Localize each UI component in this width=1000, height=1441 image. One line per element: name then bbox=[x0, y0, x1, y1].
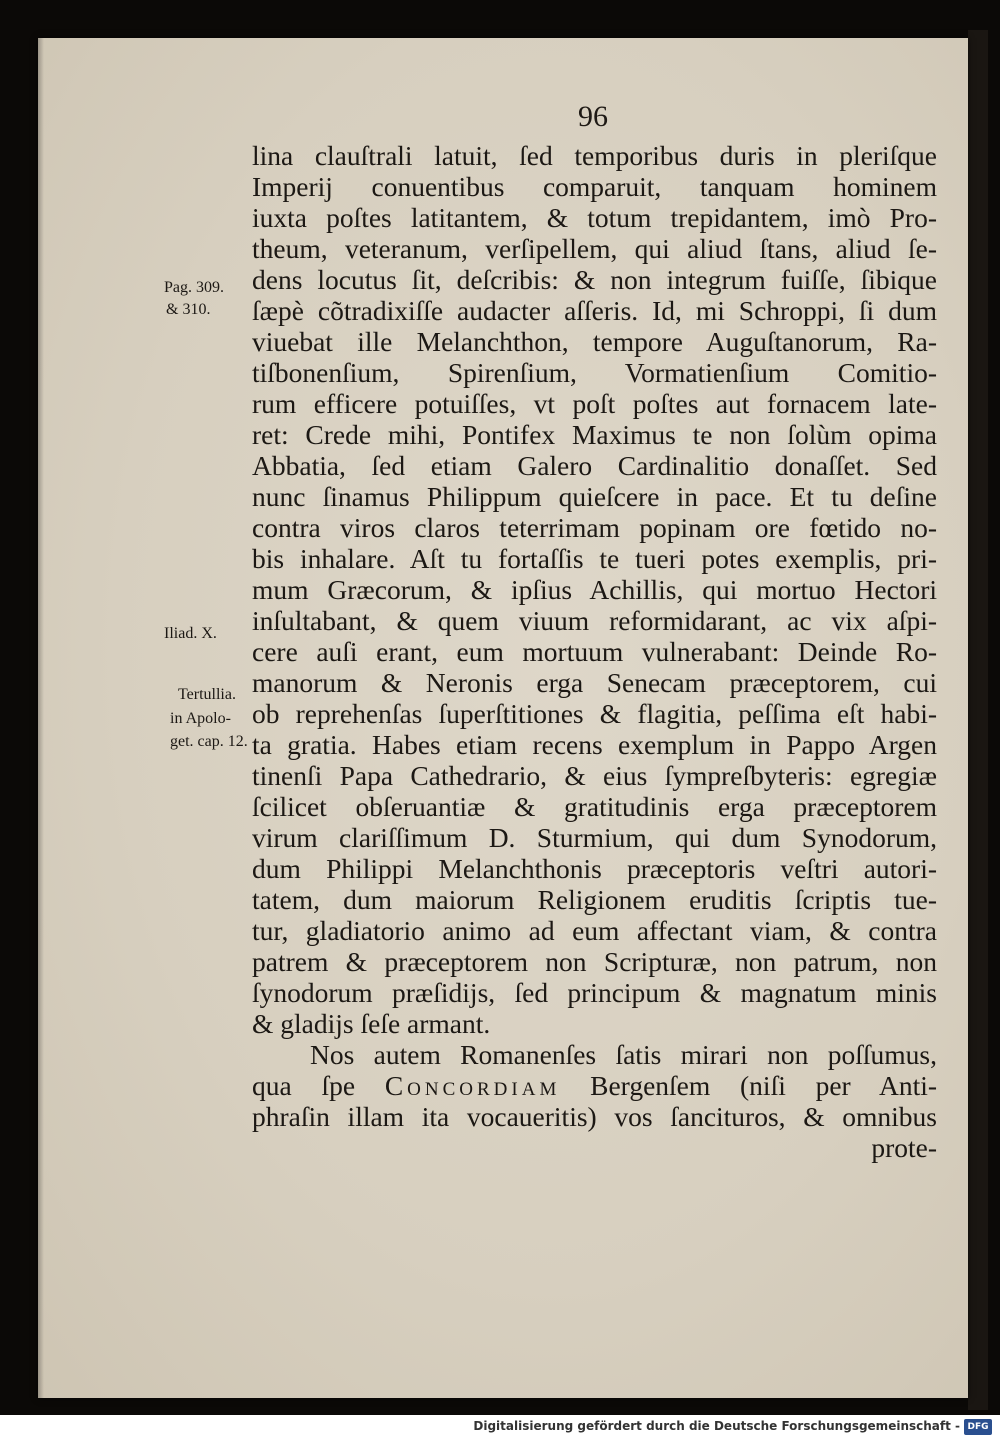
funding-credit: Digitalisierung gefördert durch die Deutsche Forschungsgemeinschaft - bbox=[473, 1419, 960, 1433]
text-line: & gladijs ſeſe armant. bbox=[252, 1008, 491, 1039]
text-line: ret: Crede mihi, Pontifex Maximus te non ſolùm opima bbox=[252, 419, 937, 450]
text-line: Abbatia, ſed etiam Galero Cardinalitio donaſſet. Sed bbox=[252, 450, 937, 481]
text-line: bis inhalare. Aſt tu fortaſſis te tueri potes exemplis, pri- bbox=[252, 543, 937, 574]
text-line: mum Græcorum, & ipſius Achillis, qui mortuo Hectori bbox=[252, 574, 937, 605]
page-edge bbox=[968, 30, 988, 1410]
text-line: patrem & præceptorem non Scripturæ, non patrum, non bbox=[252, 946, 937, 977]
text-line: contra viros claros teterrimam popinam ore fœtido no- bbox=[252, 512, 937, 543]
margin-note: in Apolo- bbox=[170, 710, 231, 727]
text-line: viuebat ille Melanchthon, tempore Auguſtanorum, Ra- bbox=[252, 326, 937, 357]
text-line: ob reprehenſas ſuperſtitiones & flagitia, peſſima eſt habi- bbox=[252, 698, 937, 729]
text-line: tatem, dum maiorum Religionem eruditis ſcriptis tue- bbox=[252, 884, 937, 915]
paragraph-start-line: Nos autem Romanenſes ſatis mirari non poſſumus, bbox=[310, 1039, 937, 1070]
text-span: Bergenſem (niſi per Anti- bbox=[590, 1070, 938, 1101]
text-line: virum clariſſimum D. Sturmium, qui dum Synodorum, bbox=[252, 822, 937, 853]
footer-bar bbox=[0, 1415, 1000, 1441]
catchword: prote- bbox=[871, 1132, 937, 1163]
dfg-logo: DFG bbox=[964, 1419, 992, 1435]
text-line: tinenſi Papa Cathedrario, & eius ſympreſbyteris: egregiæ bbox=[252, 760, 937, 791]
text-line: cere auſi erant, eum mortuum vulnerabant: Deinde Ro- bbox=[252, 636, 937, 667]
text-line: ſæpè cõtradixiſſe audacter aſſeris. Id, mi Schroppi, ſi dum bbox=[252, 295, 937, 326]
text-line: ſcilicet obſeruantiæ & gratitudinis erga præceptorem bbox=[252, 791, 937, 822]
margin-note: get. cap. 12. bbox=[170, 733, 248, 750]
text-line: rum efficere potuiſſes, vt poſt poſtes aut fornacem late- bbox=[252, 388, 937, 419]
text-span: qua ſpe bbox=[252, 1070, 356, 1101]
page-gutter-shadow bbox=[38, 38, 44, 1398]
text-line: tur, gladiatorio animo ad eum affectant viam, & contra bbox=[252, 915, 937, 946]
text-line: iuxta poſtes latitantem, & totum trepidantem, imò Pro- bbox=[252, 202, 937, 233]
text-line: lina clauſtrali latuit, ſed temporibus duris in pleriſque bbox=[252, 140, 937, 171]
text-line: inſultabant, & quem viuum reformidarant, ac vix aſpi- bbox=[252, 605, 937, 636]
page-number: 96 bbox=[578, 100, 608, 133]
margin-note: Iliad. X. bbox=[164, 625, 217, 642]
text-line: tiſbonenſium, Spirenſium, Vormatienſium Comitio- bbox=[252, 357, 937, 388]
text-line: phraſin illam ita vocaueritis) vos ſancituros, & omnibus bbox=[252, 1101, 937, 1132]
text-line: ta gratia. Habes etiam recens exemplum in Pappo Argen bbox=[252, 729, 937, 760]
small-caps-word: Concordiam bbox=[384, 1070, 561, 1101]
text-line: ſynodorum præſidijs, ſed principum & magnatum minis bbox=[252, 977, 937, 1008]
main-text bbox=[252, 140, 937, 1163]
margin-note: & 310. bbox=[166, 301, 211, 318]
text-line bbox=[252, 1070, 937, 1101]
margin-note: Pag. 309. bbox=[164, 279, 224, 296]
text-line: Imperij conuentibus comparuit, tanquam hominem bbox=[252, 171, 937, 202]
margin-note: Tertullia. bbox=[178, 686, 236, 703]
text-line: dum Philippi Melanchthonis præceptoris veſtri autori- bbox=[252, 853, 937, 884]
text-line: manorum & Neronis erga Senecam præceptorem, cui bbox=[252, 667, 937, 698]
text-line: theum, veteranum, verſipellem, qui aliud ſtans, aliud ſe- bbox=[252, 233, 937, 264]
text-line: nunc ſinamus Philippum quieſcere in pace. Et tu deſine bbox=[252, 481, 937, 512]
text-line: dens locutus ſit, deſcribis: & non integrum fuiſſe, ſibique bbox=[252, 264, 937, 295]
